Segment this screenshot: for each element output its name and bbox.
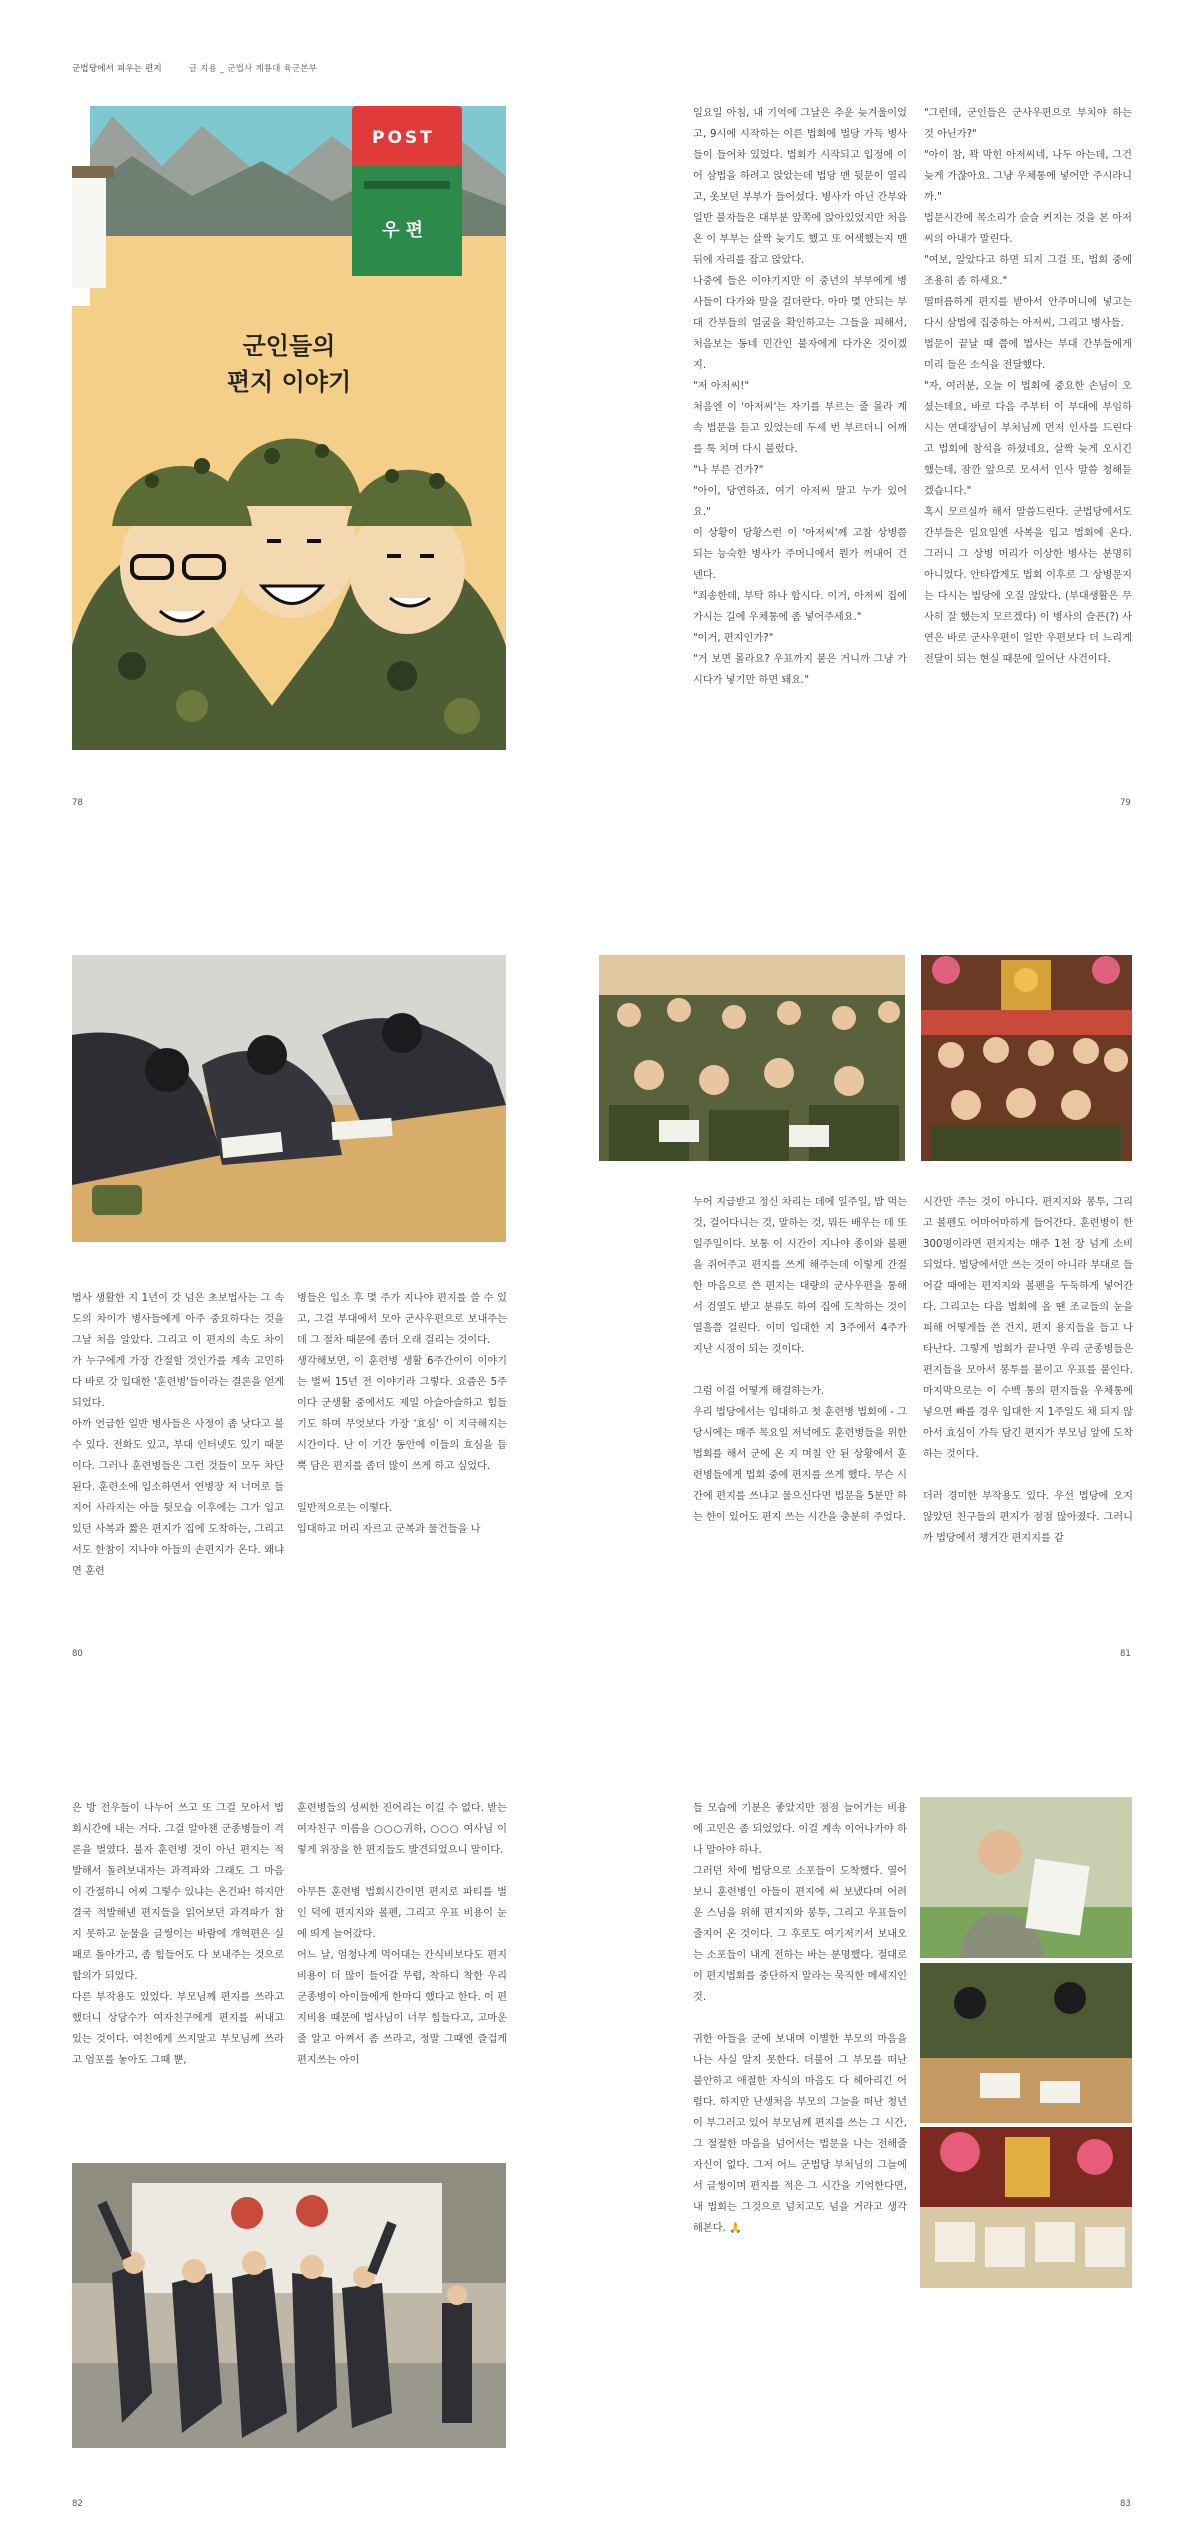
paragraph: 시간만 주는 것이 아니다. 편지지와 봉투, 그리고 볼펜도 어마어마하게 들어간다. 훈련병이 한 300명이라면 편지지는 매주 1천 장 넘게 소비되었다. 법당에서만 쓰는 것이 아니라 부대로 들어갈 때에는 편지지와 볼펜을 두둑하게 넣어간다. 그리고는 다음 법회에 올 땐 조교들의 눈을 피해 어떻게들 쓴 건지, 편지 용지들을 들고 나타난다. 그렇게 법회가 끝나면 우리 군종병들은 편지들을 모아서 봉투를 붙이고 우표를 붙인다. 마지막으로는 이 수백 통의 편지들을 우체통에 넣으면 빠를 경우 입대한 지 1주일도 채 되지 않아서 효심이 가득 담긴 편지가 부모님 앞에 도착하는 것이다. bbox=[923, 1197, 1133, 1460]
paragraph: 은 방 전우들이 나누어 쓰고 또 그걸 모아서 법회시간에 내는 거다. 그걸 알아챈 군종병들이 격론을 벌였다. 불자 훈련병 것이 아닌 편지는 적발해서 돌려보내자는 과격파와 그래도 그 마음이 간절하니 어찌 그렇수 있냐는 온건파! 하지만 결국 적발해낸 편지들을 읽어보던 과격파가 참지 못하고 눈물을 글썽이는 바람에 개혁편은 실패로 돌아가고, 좀 힘들어도 다 보내주는 것으로 합의가 되었다. bbox=[72, 1803, 284, 1982]
spread3-column-3 bbox=[693, 1798, 907, 2239]
page-number: 78 bbox=[72, 798, 83, 808]
paragraph: 떨떠름하게 편지를 받아서 안주머니에 넣고는 다시 삼법에 집중하는 아저씨, 그리고 병사들. bbox=[924, 297, 1132, 329]
paragraph: "거 보면 몰라요? 우표까지 붙은 거니까 그냥 가시다가 넣기만 하면 돼요." bbox=[693, 654, 907, 686]
paragraph: "저 아저씨!" bbox=[693, 381, 750, 392]
paragraph: 나중에 들은 이야기지만 이 중년의 부부에게 병사들이 다가와 말을 걸더란다. 아마 몇 안되는 부대 간부들의 얼굴을 확인하고는 그들을 피해서, 처음보는 동네 민간인 불자에게 다가온 것이겠지. bbox=[693, 276, 907, 371]
cover-illustration bbox=[72, 106, 506, 750]
post-sign: POST bbox=[372, 128, 435, 148]
paragraph: 다른 부작용도 있었다. 부모님께 편지를 쓰라고 했더니 상당수가 여자친구에게 편지를 써내고 있는 것이다. 여친에게 쓰지말고 부모님께 쓰라고 엄포를 놓아도 그때 뿐, bbox=[72, 1992, 284, 2066]
paragraph: "이거, 편지인가?" bbox=[693, 633, 774, 644]
photo-soldier-reading-letter bbox=[920, 1797, 1132, 1958]
paragraph: "죄송한데, 부탁 하나 합시다. 이거, 아저씨 집에 가시는 길에 우체통에 좀 넣어주세요." bbox=[693, 591, 907, 623]
paragraph: 우리 법당에서는 입대하고 첫 훈련병 법회에 - 그 당시에는 매주 목요일 저녁에도 훈련병들을 위한 법회를 해서 군에 온 지 며칠 안 된 상황에서 훈련병들에게 법회 중에 편지를 쓰게 했다. 무슨 시간에 편지를 쓰냐고 물으신다면 법문을 5분만 하는 한이 있어도 편지 쓰는 시간을 충분히 주었다. bbox=[693, 1407, 907, 1523]
paragraph: "그런데, 군인들은 군사우편으로 부치야 하는 것 아닌가?" bbox=[924, 108, 1132, 140]
running-head-section: 군법당에서 피우는 편지 bbox=[72, 64, 162, 74]
photo-dharma-session-right bbox=[921, 955, 1132, 1161]
spread2-column-3 bbox=[693, 1192, 907, 1528]
paragraph: "아이 참, 꽉 막힌 아저씨네, 나두 아는데, 그건 늦게 가잖아요. 그냥 우체통에 넣어만 주시라니까." bbox=[924, 150, 1132, 203]
paragraph: 아무튼 훈련병 법회시간이면 편지로 파티를 벌인 덕에 편지지와 볼펜, 그리고 우표 비용이 눈에 띄게 늘어갔다. bbox=[297, 1887, 507, 1940]
photo-soldiers-letters-table bbox=[920, 1963, 1132, 2123]
illustration-title-line2: 편지 이야기 bbox=[226, 368, 352, 396]
mailbox-label: 우 편 bbox=[382, 220, 424, 241]
photo-soldiers-writing bbox=[72, 955, 506, 1242]
page-number: 82 bbox=[72, 2499, 83, 2509]
running-head-byline: 글 지용 _ 군법사 계룡대 육군본부 bbox=[188, 64, 318, 74]
photo-temple-offerings bbox=[920, 2127, 1132, 2288]
paragraph: "아이, 당연하죠, 여기 아저씨 말고 누가 있어요." bbox=[693, 486, 907, 518]
paragraph: 입대하고 머리 자르고 군복과 물건들을 나 bbox=[297, 1524, 481, 1535]
soldiers-illustration bbox=[72, 106, 506, 750]
illustration-title-line1: 군인들의 bbox=[242, 332, 336, 360]
paragraph: 일요일 아침, 내 기억에 그날은 추운 늦겨울이었고, 9시에 시작하는 이른 법회에 법당 가득 병사들이 들어차 있었다. 법회가 시작되고 입정에 이어 삼법을 하려고 앉았는데 법당 맨 뒷문이 열리고, 옷보던 부부가 들어섰다. 병사가 아닌 간부와 일반 불자들은 대부분 앞쪽에 앉아있었지만 처음 온 이 부부는 살짝 늦기도 했고 또 어색했는지 맨 뒤에 자리를 잡고 앉았다. bbox=[693, 108, 907, 266]
page-number: 83 bbox=[1120, 2499, 1131, 2509]
paragraph: "여보, 알았다고 하면 되지 그걸 또, 법회 중에 조용히 좀 하세요." bbox=[924, 255, 1132, 287]
paragraph: 어느 날, 엄청나게 먹어대는 간식비보다도 편지 비용이 더 많이 들어갈 무렵, 착하디 착한 우리 군종병이 아이들에게 한마디 했다고 한다. 이 편지비용 때문에 법사님이 너무 힘들다고, 고마운 줄 알고 아껴서 좀 쓰라고, 정말 그때엔 즐겁게 편지쓰는 아이 bbox=[297, 1950, 507, 2066]
paragraph: 들 모습에 기분은 좋았지만 점점 늘어가는 비용에 고민은 좀 되었었다. 이걸 계속 이어나가야 하나 말아야 하나. bbox=[693, 1803, 907, 1856]
paragraph: 아까 언급한 일반 병사들은 사정이 좀 낫다고 볼 수 있다. 전화도 있고, 부대 인터넷도 있기 때문이다. 그러나 훈련병들은 그런 것들이 모두 차단된다. 훈련소에 입소하면서 연병장 저 너머로 들지어 사라지는 아들 뒷모습 이후에는 그가 입고 있던 사복과 짧은 편지가 집에 도착하는, 그리고서도 한참이 지나야 아들의 손편지가 온다. 왜냐면 훈련 bbox=[72, 1419, 284, 1577]
paragraph: 훈련병들의 성씨한 진어리는 이길 수 없다. 받는 여자친구 이름을 ○○○귀하, ○○○ 여사님 이렇게 위장을 한 편지들도 발견되었으니 말이다. bbox=[297, 1803, 507, 1856]
paragraph: 더러 경미한 부작용도 있다. 우선 법당에 오지 않았던 친구들의 편지가 점점 많아졌다. 그러니까 법당에서 챙겨간 편지지를 같 bbox=[923, 1491, 1133, 1544]
photo-trainees-celebrating bbox=[72, 2163, 506, 2448]
spread2-column-2 bbox=[297, 1288, 507, 1540]
paragraph: "나 부른 건가?" bbox=[693, 465, 764, 476]
spread1-column-1 bbox=[693, 103, 907, 691]
paragraph: 생각해보면, 이 훈련병 생활 6주간이이 이야기는 벌써 15년 전 이야기라 그렇다. 요즘은 5주이다 군생활 중에서도 제일 아슬아슬하고 힘들기도 하며 무엇보다 가장 '효심' 이 지극해지는 시간이다. 난 이 기간 동안에 이들의 효심을 듬뿍 담은 편지를 좀더 많이 쓰게 하고 싶었다. bbox=[297, 1356, 507, 1472]
spread1-column-2 bbox=[924, 103, 1132, 670]
paragraph: 혹시 모르실까 해서 말씀드린다. 군법당에서도 간부들은 일요일엔 사복을 입고 법회에 온다. 그러니 그 상병 머리가 이상한 병사는 분명히 아니었다. 안타깝게도 법회 이후로 그 상병문지는 다시는 법당에 오질 않았다. (부대생활은 무사히 잘 했는지 모르겠다) 이 병사의 슬픈(?) 사연은 바로 군사우편이 일반 우편보다 더 느리게 전달이 되는 현실 때문에 일어난 사건이다. bbox=[924, 507, 1132, 665]
paragraph: 법사 생활한 지 1년이 갓 넘은 초보법사는 그 속도의 차이가 병사들에게 아주 중요하다는 것을 그날 처음 알았다. 그리고 이 편지의 속도 차이가 누구에게 가장 간절할 것인가를 계속 고민하다 바로 갓 입대한 '훈련병'들이라는 결론을 얻게 되었다. bbox=[72, 1293, 285, 1409]
spread2-column-4 bbox=[923, 1192, 1133, 1549]
paragraph: 병들은 입소 후 몇 주가 지나야 편지를 쓸 수 있고, 그걸 부대에서 모아 군사우편으로 보내주는데 그 절차 때문에 좀더 오래 걸리는 것이다. bbox=[297, 1293, 507, 1346]
paragraph: "자, 여러분, 오늘 이 법회에 중요한 손님이 오셨는데요, 바로 다음 주부터 이 부대에 부임하시는 연대장님이 부처님께 먼저 인사를 드린다고 법회에 참석을 하셨네요, 살짝 늦게 오시긴 했는데, 잠깐 앞으로 모셔서 인사 말씀 청해듣겠습니다." bbox=[924, 381, 1132, 497]
paragraph: 누어 지급받고 정신 차리는 데에 일주일, 밥 먹는 것, 걸어다니는 것, 말하는 것, 뭐든 배우는 데 또 일주일이다. 보통 이 시간이 지나야 종이와 볼펜을 쥐어주고 편지를 쓰게 해주는데 이렇게 간절한 마음으로 쓴 편지는 대량의 군사우편을 통해서 검열도 받고 분류도 하여 집에 도착하는 것이 열흘쯤 걸린다. 이미 입대한 지 3주에서 4주가 지난 시점이 되는 것이다. bbox=[693, 1197, 907, 1355]
paragraph: 그러던 차에 법당으로 소포들이 도착했다. 열어보니 훈련병인 아들이 편지에 써 보냈다며 어려운 스님을 위해 편지지와 봉투, 그리고 우표들이 줄지어 온 것이다. 그 후로도 여기저기서 보내오는 소포들이 내게 전하는 바는 분명했다. 절대로 이 편지법회를 중단하지 말라는 묵직한 메세지인 것. bbox=[693, 1866, 907, 2003]
spread3-column-1 bbox=[72, 1798, 284, 2071]
paragraph: 법문시간에 목소리가 슬슬 커지는 것을 본 아저씨의 아내가 말린다. bbox=[924, 213, 1132, 245]
page-number: 81 bbox=[1120, 1649, 1131, 1659]
spread2-column-1 bbox=[72, 1288, 284, 1582]
paragraph: 귀한 아들을 군에 보내며 이별한 부모의 마음을 나는 사실 알지 못한다. 더불어 그 부모를 떠난 불안하고 애절한 자식의 마음도 다 헤아리긴 어렵다. 하지만 난생처음 부모의 그늘을 떠난 청년이 부그러고 있어 부모님께 편지를 쓰는 그 시간, 그 절절한 마음을 넘어서는 법문을 나는 전해줄 자신이 없다. 그저 어느 군법당 부처님의 그늘에서 글썽이며 편지를 적은 그 시간을 기억한다면, 내 법회는 그것으로 넘치고도 넘을 거라고 생각해본다. 🙏 bbox=[693, 2034, 907, 2234]
paragraph: 그럼 이걸 어떻게 해결하는가. bbox=[693, 1386, 825, 1397]
running-head bbox=[72, 62, 317, 74]
paragraph: 법문이 끝날 때 쯤에 법사는 부대 간부들에게 미리 들은 소식을 전달했다. bbox=[924, 339, 1132, 371]
illustration-title bbox=[189, 328, 389, 400]
page-number: 79 bbox=[1120, 798, 1131, 808]
paragraph: 이 상황이 당황스런 이 '아저씨'께 고참 상병쯤 되는 능숙한 병사가 주머니에서 뭔가 꺼내어 건넨다. bbox=[693, 528, 907, 581]
paragraph: 처음엔 이 '아저씨'는 자기를 부르는 줄 몰라 계속 법문을 듣고 있었는데 두세 번 부르더니 어깨를 툭 치며 다시 불렀다. bbox=[693, 402, 907, 455]
spread3-column-2 bbox=[297, 1798, 507, 2071]
page-number: 80 bbox=[72, 1649, 83, 1659]
paragraph: 일반적으로는 이렇다. bbox=[297, 1503, 393, 1514]
photo-dharma-session-left bbox=[599, 955, 905, 1161]
